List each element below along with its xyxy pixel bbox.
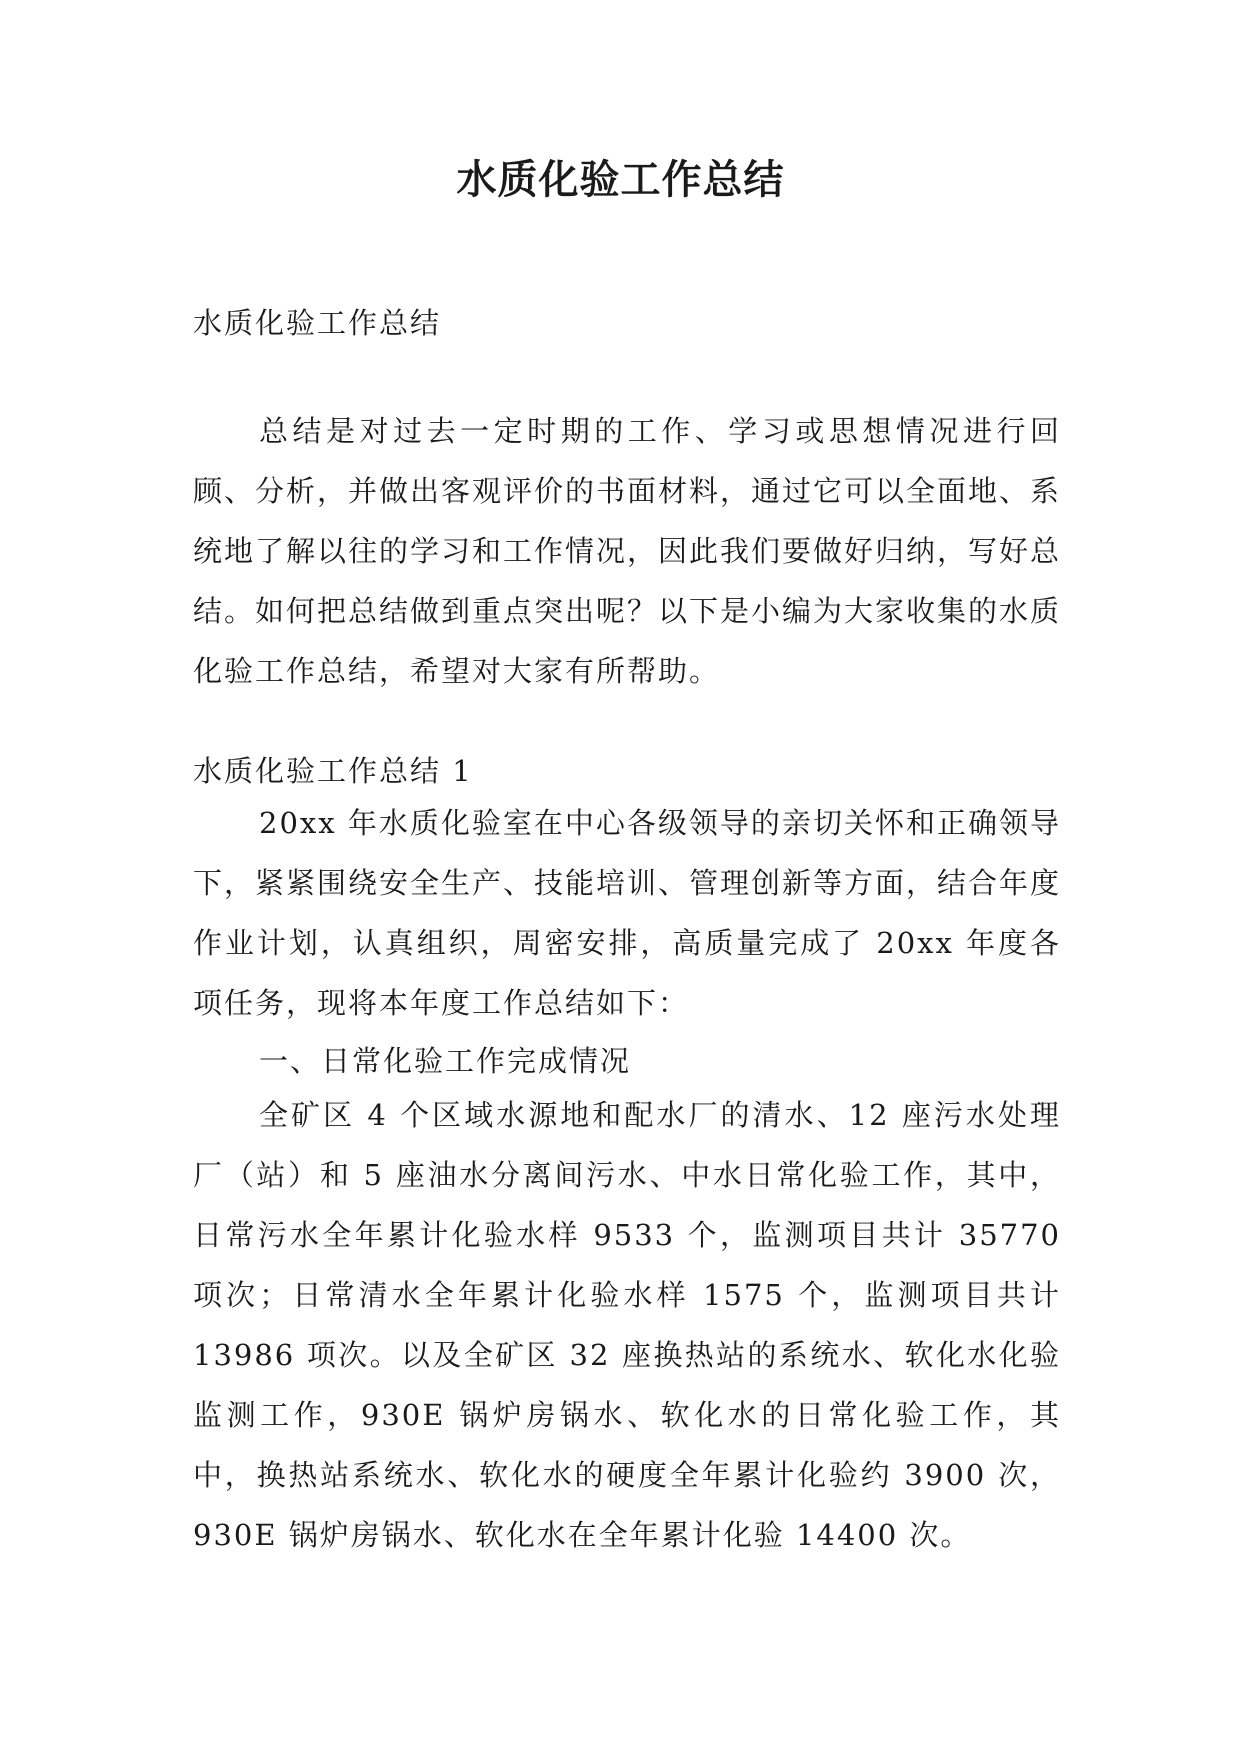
intro-paragraph: 总结是对过去一定时期的工作、学习或思想情况进行回顾、分析，并做出客观评价的书面材料，通过它可以全面地、系统地了解以往的学习和工作情况，因此我们要做好归纳，写好总结。如何把总结做到重点突出呢？以下是小编为大家收集的水质化验工作总结，希望对大家有所帮助。	[193, 414, 1062, 688]
document-subtitle: 水质化验工作总结	[193, 306, 442, 340]
document-title: 水质化验工作总结	[456, 157, 785, 203]
section-subheading: 一、日常化验工作完成情况	[259, 1044, 632, 1078]
section-paragraph: 全矿区 4 个区域水源地和配水厂的清水、12 座污水处理厂（站）和 5 座油水分离间污水、中水日常化验工作，其中，日常污水全年累计化验水样 9533 个，监测项目共计 35770 项次；日常清水全年累计化验水样 1575 个，监测项目共计 13986 项次。以及全矿区 32 座换热站的系统水、软化水化验监测工作，930E 锅炉房锅水、软化水的日常化验工作，其中，换热站系统水、软化水的硬度全年累计化验约 3900 次，930E 锅炉房锅水、软化水在全年累计化验 14400 次。	[193, 1098, 1061, 1552]
section-paragraph: 20xx 年水质化验室在中心各级领导的亲切关怀和正确领导下，紧紧围绕安全生产、技能培训、管理创新等方面，结合年度作业计划，认真组织，周密安排，高质量完成了 20xx 年度各项任务，现将本年度工作总结如下：	[193, 806, 1062, 1020]
section-heading: 水质化验工作总结 1	[193, 754, 473, 788]
